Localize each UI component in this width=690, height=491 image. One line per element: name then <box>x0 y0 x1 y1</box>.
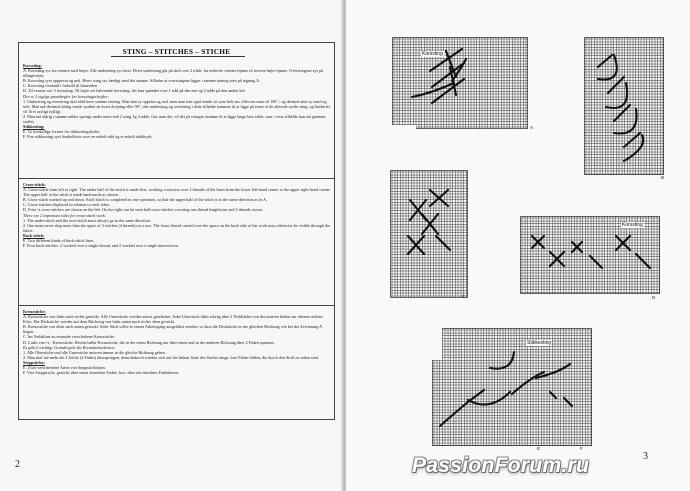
instruction-paragraph: E. Two different kinds of back-stitch lines. <box>23 238 95 244</box>
english-instructions <box>23 182 331 248</box>
instruction-paragraph: C. Im Verhältnis zu einander verschobene Kreuzstiche. <box>23 334 116 340</box>
german-instructions <box>23 309 331 375</box>
diagram-label-a: A <box>530 125 534 130</box>
diagram-label-b: B <box>661 175 665 180</box>
instruction-paragraph: Stikkesting: <box>23 124 45 130</box>
instruction-paragraph: C. Cross-stitches displaced in relation to each other. <box>23 202 110 208</box>
instruction-paragraph: B. Cross-stitch worked up and down. Each stitch is completed in one operation, so that the upper half of the stitch is in the same direction as in A. <box>23 197 268 203</box>
instruction-paragraph: D. Links vier ¼ - Kreuzstiche. Rechts halbe Kreuzstiche, die in der einen Richtung nur über einen und in der anderen Richtung über 2 Fäden spannen. <box>23 339 275 345</box>
stitch-diagram-c <box>390 170 468 298</box>
instruction-paragraph: Steppstiche: <box>23 359 45 365</box>
linen-grid <box>390 170 468 298</box>
instruction-paragraph: Back-stitch: <box>23 232 45 238</box>
instruction-paragraph: A. Kreuzstiche von links nach rechts gestickt. Alle Unterstiche werden zuerst gearbeitet. Jeder Unterstich führt schräg über 2 Wohlfäden von der unteren linken zur oberen rechten Ecke. Die Deckstiche werden auf dem Rückweg von links unten nach rechts oben gestickt. <box>23 314 323 325</box>
diagram-label-c: C <box>462 294 466 299</box>
instruction-paragraph: B. Korssting syet opppefra og ned. Hvert sting sys færdigt med det samme. Silledes at overstingene ligger i samme retning som på tegning A. <box>23 78 261 84</box>
diagram-label-f: F <box>580 446 583 451</box>
stitch-diagram-b <box>584 37 664 175</box>
instruction-paragraph: Kreuzstiche: <box>23 309 46 314</box>
instruction-paragraph: 1. Understing og overstting skal altid have samme retning. Man kan sy oppefra og ned, men man kan også vende sit syne helt om, eller om man vil 180 °, og dermed atter sy med sig selv. Man må derimod aldrig vende syarbet en kvart drejning eller 90°, idet understing og overstting i dette tilfælde kommer til at ligge på tværs af de allerede syede sting, og broderiet vil få et uroligt tydligt. <box>23 98 330 114</box>
korssting-tag-d: Korssting <box>622 222 643 228</box>
instruction-paragraph: C. Korssting forskudt i forhold til linnenden. <box>23 83 98 89</box>
instruction-paragraph: Es gibt 2 wichtige Grundregeln für Kreuzsticharbeiten: <box>23 344 116 350</box>
stitch-diagram-a <box>392 37 528 129</box>
page-heading: STING – STITCHES – STICHE <box>122 47 231 56</box>
heading-underline <box>111 56 245 57</box>
instruction-paragraph: 2. One must never skip more than the space of 2 stitches (4 threads) in a row. The loose thread carried over the space on the back side of the work may otherwise be visible through the fabric. <box>23 222 331 233</box>
instruction-paragraph: E. To forskellige former for stikkestingsløsler. <box>23 129 101 135</box>
stitch-diagram-ef <box>432 328 592 446</box>
instruction-paragraph: F. Fire stikkesting syet henholdsvis over en enkelt tråd og et enkelt trådkryds. <box>23 134 153 140</box>
instruction-paragraph: A. Korssting sys fra venstre mod højre. Alle understing sys først. Hvert understing går på skrå over 2 tråde, fra nederste venstre hjørne til øverste højre hjørne. Overstingene sys på tilbagevejen. <box>23 68 324 79</box>
norwegian-instructions <box>23 63 331 139</box>
instruction-paragraph: 2. Man darf nie mehr als 2 Stiche (4 Fäden) überspringen, denn dadurch würden sich auf der linken Seite des Stoffes lange, lose Fäden bilden, die durch den Stoff zu sehen sind. <box>23 354 319 360</box>
stitch-strokes <box>412 49 466 103</box>
instruction-paragraph: 2. Man må aldrig i samme række springe under mere end 2 sting. Ig 4 tråde. Gør man det, vil det på vrangen komme til at ligge lange løse tråde, som i visse tilfælde kan ses gennem stoffet. <box>23 113 326 125</box>
page-number-right: 3 <box>643 451 648 462</box>
section-divider <box>19 178 334 179</box>
forum-watermark: PassionForum.ru <box>412 454 590 477</box>
stikkesting-tag: Stikkesting <box>527 340 552 346</box>
instruction-paragraph: D. Four ¼ cross-stitches are shown on the left. On the right can be seen half cross-stitches covering one thread lengthwise and 2 threads across. <box>23 207 264 213</box>
instruction-paragraph: There are 2 important rules for cross-stitch work: <box>23 212 107 218</box>
diagram-label-d: D <box>652 295 656 300</box>
section-divider <box>19 305 334 306</box>
instruction-paragraph: F. Vier Steppstiche, gestickt über einen einzelnen Faden, bzw. über ein einzelnes Fadenkreuz. <box>23 370 180 376</box>
instruction-paragraph: E. Zwei verschiedene Arten von Steppstichlinien. <box>23 365 106 371</box>
instruction-paragraph: 1. The under-stitch and the over-stitch must always go in the same direction. <box>23 217 151 223</box>
instruction-paragraph: Der er 2 vigtige grundregler for korsstingarbejder: <box>23 93 109 99</box>
korssting-tag: Korssting <box>422 51 443 57</box>
left-page <box>0 0 343 491</box>
instruction-paragraph: F. Four back-stitches: 2 worked over a single thread, and 2 worked over a single intersection. <box>23 243 179 249</box>
instruction-paragraph: Korssting: <box>23 63 42 68</box>
instruction-paragraph: A. Cross-stitch from left to right. The under half of the stitch is made first, working crosswise over 2 threads of the linen from the lower left-hand corner to the upper right-hand corner. The upper half of the stitch is made backwards as shown. <box>23 187 331 198</box>
instruction-paragraph: Cross-stitch: <box>23 182 46 187</box>
instruction-paragraph: D. Til venstre ses ½ korssting. Til højre ses halvsende korssting, der kun spænder over 1 tråd på den ene og 2 tråde på den anden led. <box>23 88 246 94</box>
diagram-label-e: E <box>537 446 541 451</box>
instruction-paragraph: 1. Alle Oberstiche und alle Unterstiche müssen immer in die gleiche Richtung gehen. <box>23 349 166 355</box>
page-number-left: 2 <box>15 459 20 470</box>
instruction-paragraph: B. Kreuzstiche von oben nach unten gestickt. Jeder Stich sollte in einem Arbeitsgang ausgeführt werden, so dass die Deckstiche in der gleichen Richtung wie bei der Zeichnung A liegen. <box>23 324 322 335</box>
instructions-box <box>18 42 335 420</box>
linen-grid <box>432 328 592 446</box>
linen-grid <box>584 37 664 175</box>
